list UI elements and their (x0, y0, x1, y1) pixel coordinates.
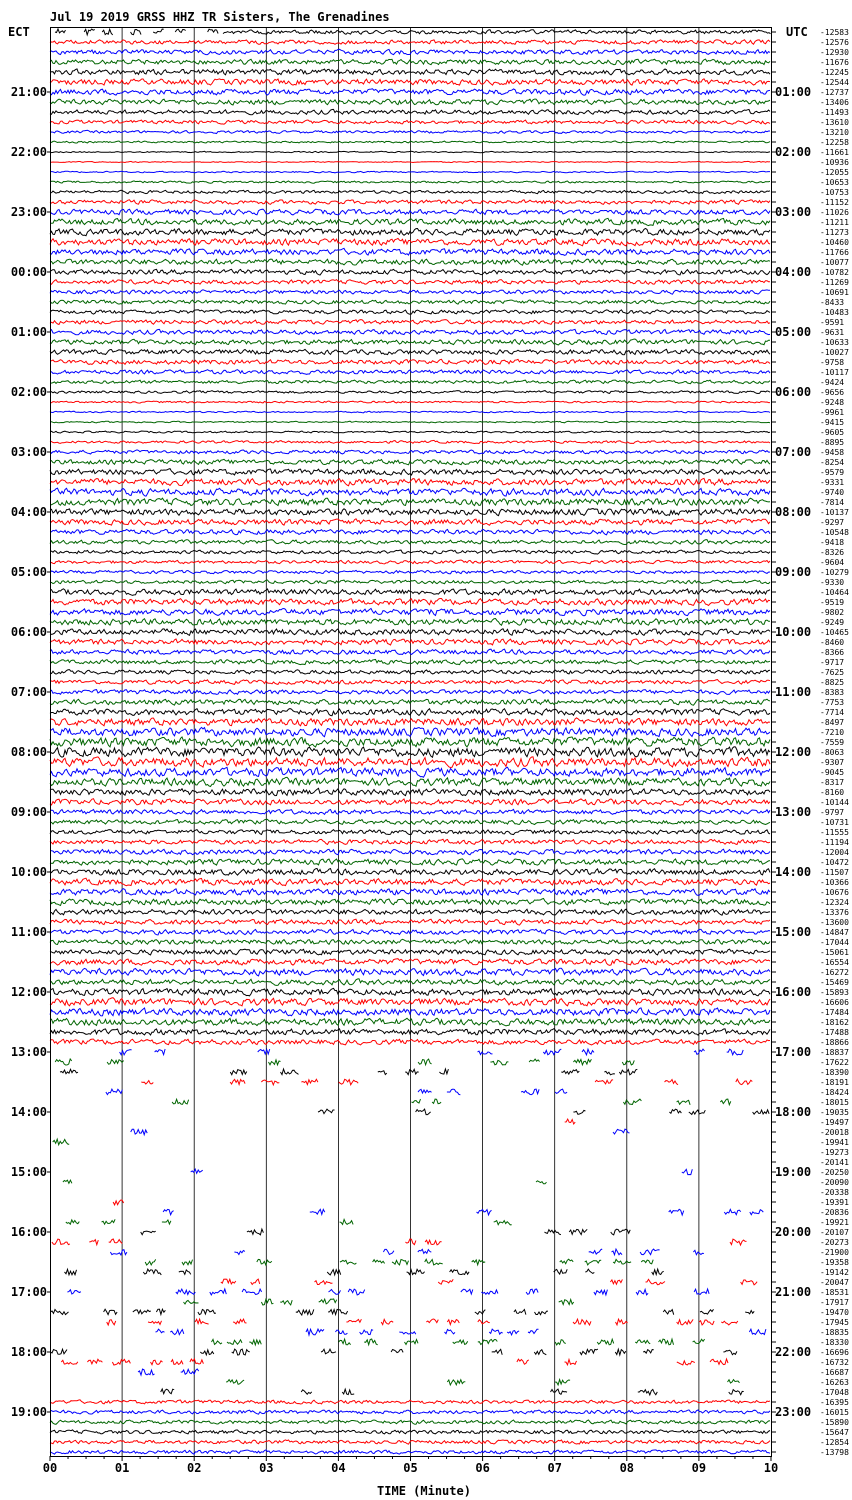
right-hour-label: 09:00 (775, 565, 812, 579)
trace-offset-label: -12004 (820, 848, 849, 857)
left-hour-label: 21:00 (10, 85, 47, 99)
trace-offset-label: -12930 (820, 48, 849, 57)
trace-offset-label: -18835 (820, 1328, 849, 1337)
trace-offset-label: -17488 (820, 1028, 849, 1037)
left-hour-label: 17:00 (10, 1285, 47, 1299)
right-hour-label: 01:00 (775, 85, 812, 99)
trace-offset-label: -13406 (820, 98, 849, 107)
trace-offset-label: -10676 (820, 888, 849, 897)
right-hour-label: 16:00 (775, 985, 812, 999)
trace-offset-label: -20141 (820, 1158, 849, 1167)
trace-offset-label: -8366 (820, 648, 845, 657)
trace-offset-label: -20047 (820, 1278, 849, 1287)
trace-offset-label: -16696 (820, 1348, 849, 1357)
trace-offset-label: -18330 (820, 1338, 849, 1347)
trace-offset-label: -9297 (820, 518, 845, 527)
trace-offset-label: -18162 (820, 1018, 849, 1027)
trace-offset-label: -9424 (820, 378, 845, 387)
trace-offset-label: -19941 (820, 1138, 849, 1147)
trace-offset-label: -19921 (820, 1218, 849, 1227)
trace-offset-label: -9631 (820, 328, 845, 337)
right-hour-label: 18:00 (775, 1105, 812, 1119)
trace-offset-label: -19497 (820, 1118, 849, 1127)
trace-offset-label: -18015 (820, 1098, 849, 1107)
right-hour-label: 03:00 (775, 205, 812, 219)
x-tick-label: 07 (547, 1461, 562, 1475)
trace-offset-label: -18531 (820, 1288, 849, 1297)
x-tick-label: 10 (763, 1461, 779, 1475)
left-hour-label: 09:00 (10, 805, 47, 819)
right-hour-label: 17:00 (775, 1045, 812, 1059)
trace-offset-label: -9740 (820, 488, 845, 497)
trace-offset-label: -10279 (820, 568, 849, 577)
trace-offset-label: -19358 (820, 1258, 849, 1267)
trace-offset-label: -11269 (820, 278, 849, 287)
left-hour-label: 02:00 (10, 385, 47, 399)
trace-offset-label: -10782 (820, 268, 849, 277)
x-tick-label: 08 (619, 1461, 635, 1475)
right-hour-label: 06:00 (775, 385, 812, 399)
trace-offset-label: -16395 (820, 1398, 849, 1407)
trace-offset-label: -13610 (820, 118, 849, 127)
left-hour-label: 22:00 (10, 145, 47, 159)
trace-offset-label: -12245 (820, 68, 849, 77)
x-axis-title: TIME (Minute) (377, 1484, 471, 1498)
right-hour-label: 20:00 (775, 1225, 812, 1239)
trace-offset-label: -15890 (820, 1418, 849, 1427)
left-hour-label: 03:00 (10, 445, 47, 459)
trace-offset-label: -7714 (820, 708, 845, 717)
trace-offset-label: -9415 (820, 418, 845, 427)
trace-offset-label: -18390 (820, 1068, 849, 1077)
trace-offset-label: -10144 (820, 798, 849, 807)
left-hour-label: 06:00 (10, 625, 47, 639)
right-hour-label: 14:00 (775, 865, 812, 879)
trace-offset-label: -16272 (820, 968, 849, 977)
right-hour-label: 19:00 (775, 1165, 812, 1179)
trace-offset-label: -8460 (820, 638, 845, 647)
trace-offset-label: -10027 (820, 348, 849, 357)
trace-offset-label: -17945 (820, 1318, 849, 1327)
trace-offset-label: -7210 (820, 728, 845, 737)
trace-offset-label: -8895 (820, 438, 845, 447)
trace-offset-label: -8433 (820, 298, 845, 307)
trace-offset-label: -12737 (820, 88, 849, 97)
trace-offset-label: -11493 (820, 108, 849, 117)
right-hour-label: 04:00 (775, 265, 812, 279)
trace-offset-label: -13376 (820, 908, 849, 917)
trace-offset-label: -7753 (820, 698, 845, 707)
trace-offset-label: -9418 (820, 538, 845, 547)
trace-offset-label: -12258 (820, 138, 849, 147)
trace-offset-label: -10483 (820, 308, 849, 317)
trace-offset-label: -10731 (820, 818, 849, 827)
trace-offset-label: -10077 (820, 258, 849, 267)
x-tick-label: 04 (331, 1461, 346, 1475)
trace-offset-label: -8326 (820, 548, 845, 557)
trace-offset-label: -20836 (820, 1208, 849, 1217)
trace-offset-label: -15061 (820, 948, 849, 957)
right-hour-label: 13:00 (775, 805, 812, 819)
right-hour-label: 12:00 (775, 745, 812, 759)
left-hour-label: 12:00 (10, 985, 47, 999)
left-hour-label: 23:00 (10, 205, 47, 219)
trace-offset-label: -9604 (820, 558, 845, 567)
left-hour-label: 11:00 (10, 925, 47, 939)
trace-offset-label: -11555 (820, 828, 849, 837)
trace-offset-label: -21900 (820, 1248, 849, 1257)
left-hour-label: 08:00 (10, 745, 47, 759)
trace-offset-label: -10464 (820, 588, 849, 597)
trace-offset-label: -9249 (820, 618, 845, 627)
trace-offset-label: -11211 (820, 218, 849, 227)
right-hour-label: 05:00 (775, 325, 812, 339)
chart-title: Jul 19 2019 GRSS HHZ TR Sisters, The Grenadines (50, 10, 390, 24)
left-hour-label: 00:00 (10, 265, 47, 279)
trace-offset-label: -13798 (820, 1448, 849, 1457)
trace-offset-label: -9248 (820, 398, 845, 407)
trace-offset-label: -17044 (820, 938, 849, 947)
trace-offset-label: -16732 (820, 1358, 849, 1367)
x-tick-label: 09 (691, 1461, 707, 1475)
trace-offset-label: -11152 (820, 198, 849, 207)
left-hour-label: 18:00 (10, 1345, 47, 1359)
trace-offset-label: -16687 (820, 1368, 849, 1377)
trace-offset-label: -20250 (820, 1168, 849, 1177)
trace-offset-label: -17484 (820, 1008, 849, 1017)
trace-offset-label: -9330 (820, 578, 845, 587)
trace-offset-label: -20090 (820, 1178, 849, 1187)
left-hour-label: 05:00 (10, 565, 47, 579)
trace-offset-label: -12583 (820, 28, 849, 37)
trace-offset-label: -9331 (820, 478, 845, 487)
left-hour-label: 16:00 (10, 1225, 47, 1239)
trace-offset-label: -14847 (820, 928, 849, 937)
trace-offset-label: -8254 (820, 458, 845, 467)
trace-offset-label: -7625 (820, 668, 845, 677)
trace-offset-label: -8825 (820, 678, 845, 687)
trace-offset-label: -10691 (820, 288, 849, 297)
right-hour-label: 10:00 (775, 625, 812, 639)
trace-offset-label: -10465 (820, 628, 849, 637)
trace-offset-label: -10137 (820, 508, 849, 517)
trace-offset-label: -19273 (820, 1148, 849, 1157)
trace-offset-label: -8063 (820, 748, 845, 757)
left-hour-label: 04:00 (10, 505, 47, 519)
right-hour-label: 07:00 (775, 445, 812, 459)
left-hour-label: 14:00 (10, 1105, 47, 1119)
trace-offset-label: -9656 (820, 388, 845, 397)
trace-offset-label: -9519 (820, 598, 845, 607)
trace-offset-label: -8497 (820, 718, 845, 727)
trace-offset-label: -9579 (820, 468, 845, 477)
trace-offset-label: -11766 (820, 248, 849, 257)
x-tick-label: 06 (475, 1461, 490, 1475)
trace-offset-label: -20273 (820, 1238, 849, 1247)
right-timezone-label: UTC (786, 25, 808, 39)
trace-offset-label: -18424 (820, 1088, 849, 1097)
trace-offset-label: -11026 (820, 208, 849, 217)
trace-offset-label: -10117 (820, 368, 849, 377)
trace-offset-label: -10653 (820, 178, 849, 187)
trace-offset-label: -12854 (820, 1438, 849, 1447)
trace-offset-label: -20338 (820, 1188, 849, 1197)
trace-offset-label: -12576 (820, 38, 849, 47)
trace-offset-label: -13600 (820, 918, 849, 927)
trace-offset-label: -10366 (820, 878, 849, 887)
trace-offset-label: -16606 (820, 998, 849, 1007)
trace-offset-label: -9591 (820, 318, 845, 327)
trace-offset-label: -19142 (820, 1268, 849, 1277)
right-hour-label: 22:00 (775, 1345, 812, 1359)
trace-offset-label: -9717 (820, 658, 845, 667)
trace-offset-label: -19035 (820, 1108, 849, 1117)
trace-offset-label: -12544 (820, 78, 849, 87)
trace-offset-label: -17622 (820, 1058, 849, 1067)
trace-offset-label: -15893 (820, 988, 849, 997)
x-tick-label: 05 (403, 1461, 418, 1475)
left-timezone-label: ECT (8, 25, 30, 39)
right-hour-label: 08:00 (775, 505, 812, 519)
trace-offset-label: -8317 (820, 778, 845, 787)
trace-offset-label: -18191 (820, 1078, 849, 1087)
trace-offset-label: -10460 (820, 238, 849, 247)
left-hour-label: 07:00 (10, 685, 47, 699)
trace-offset-label: -15469 (820, 978, 849, 987)
trace-offset-label: -16554 (820, 958, 849, 967)
trace-offset-label: -8160 (820, 788, 845, 797)
trace-offset-label: -9802 (820, 608, 845, 617)
trace-offset-label: -19470 (820, 1308, 849, 1317)
trace-offset-label: -11661 (820, 148, 849, 157)
x-tick-label: 00 (42, 1461, 58, 1475)
trace-offset-label: -9797 (820, 808, 845, 817)
trace-offset-label: -15647 (820, 1428, 849, 1437)
trace-offset-label: -13210 (820, 128, 849, 137)
left-hour-label: 01:00 (10, 325, 47, 339)
trace-offset-label: -10472 (820, 858, 849, 867)
trace-offset-label: -9458 (820, 448, 845, 457)
trace-offset-label: -20107 (820, 1228, 849, 1237)
trace-offset-label: -10753 (820, 188, 849, 197)
trace-offset-label: -9758 (820, 358, 845, 367)
trace-offset-label: -10936 (820, 158, 849, 167)
right-hour-label: 21:00 (775, 1285, 812, 1299)
trace-offset-label: -16263 (820, 1378, 849, 1387)
trace-offset-label: -17917 (820, 1298, 849, 1307)
left-hour-label: 15:00 (10, 1165, 47, 1179)
trace-offset-label: -19391 (820, 1198, 849, 1207)
trace-offset-label: -9045 (820, 768, 845, 777)
trace-offset-label: -16015 (820, 1408, 849, 1417)
trace-offset-label: -11273 (820, 228, 849, 237)
trace-offset-label: -12324 (820, 898, 849, 907)
x-tick-label: 03 (259, 1461, 274, 1475)
left-hour-label: 10:00 (10, 865, 47, 879)
right-hour-label: 11:00 (775, 685, 812, 699)
right-hour-label: 15:00 (775, 925, 812, 939)
trace-offset-label: -8383 (820, 688, 845, 697)
trace-offset-label: -9605 (820, 428, 845, 437)
left-hour-label: 19:00 (10, 1405, 47, 1419)
left-hour-label: 13:00 (10, 1045, 47, 1059)
trace-offset-label: -7814 (820, 498, 845, 507)
trace-offset-label: -17048 (820, 1388, 849, 1397)
x-tick-label: 01 (114, 1461, 130, 1475)
trace-offset-label: -12055 (820, 168, 849, 177)
trace-offset-label: -18866 (820, 1038, 849, 1047)
trace-offset-label: -9307 (820, 758, 845, 767)
trace-offset-label: -10548 (820, 528, 849, 537)
trace-offset-label: -11676 (820, 58, 849, 67)
trace-offset-label: -7559 (820, 738, 845, 747)
right-hour-label: 02:00 (775, 145, 812, 159)
trace-offset-label: -9961 (820, 408, 845, 417)
x-tick-label: 02 (186, 1461, 202, 1475)
trace-offset-label: -11507 (820, 868, 849, 877)
trace-offset-label: -18837 (820, 1048, 849, 1057)
trace-offset-label: -10633 (820, 338, 849, 347)
trace-offset-label: -20018 (820, 1128, 849, 1137)
right-hour-label: 23:00 (775, 1405, 812, 1419)
trace-offset-label: -11194 (820, 838, 849, 847)
